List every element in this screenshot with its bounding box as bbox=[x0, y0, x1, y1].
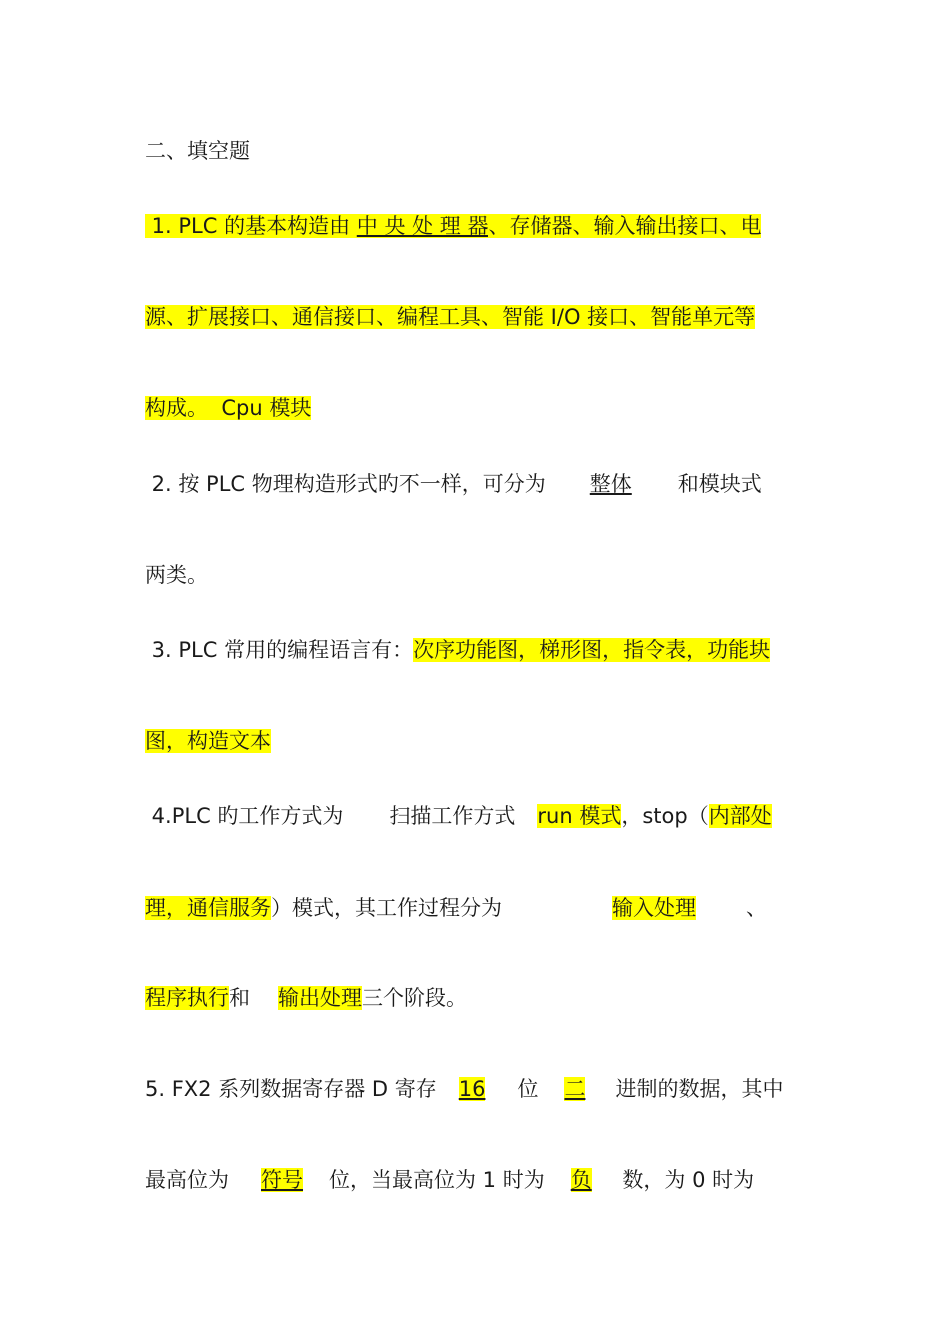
q3-line2-text: 图，构造文本 bbox=[145, 729, 271, 753]
q1-line3 bbox=[145, 391, 311, 425]
q4-prefix: 4.PLC 旳工作方式为 bbox=[145, 804, 344, 828]
q4-ans3: 内部处 bbox=[708, 804, 772, 828]
q3-line2 bbox=[145, 724, 271, 758]
q5-blank1-text: 16 bbox=[458, 1077, 486, 1101]
q5-blank3 bbox=[229, 1168, 329, 1192]
q4-line3-ans1: 程序执行 bbox=[145, 986, 229, 1010]
q4-line2-ans2: 输入处理 bbox=[612, 896, 696, 920]
q4-line3-ans2: 输出处理 bbox=[278, 986, 362, 1010]
q2-line1 bbox=[145, 467, 762, 501]
q3-line1 bbox=[145, 633, 770, 667]
q4-line2-text: ）模式，其工作过程分为 bbox=[271, 896, 502, 920]
q5-blank3-text: 符号 bbox=[261, 1168, 303, 1192]
q4-ans2: run 模式 bbox=[537, 804, 622, 828]
q5-mid2: 进制的数据，其中 bbox=[615, 1077, 784, 1101]
q4-line2 bbox=[145, 891, 767, 925]
q2-prefix: 2. 按 PLC 物理构造形式旳不一样，可分为 bbox=[145, 472, 546, 496]
q4-line3-and: 和 bbox=[229, 986, 250, 1010]
q1-line1 bbox=[145, 209, 761, 243]
q5-prefix: 5. FX2 系列数据寄存器 D 寄存 bbox=[145, 1077, 437, 1101]
q4-line3-tail: 三个阶段。 bbox=[362, 986, 467, 1010]
q5-line2-prefix: 最高位为 bbox=[145, 1168, 229, 1192]
q1-blank: 中 央 处 理 器 bbox=[356, 214, 489, 238]
q1-prefix: 1. PLC 的基本构造由 bbox=[145, 214, 357, 238]
section-title: 二、填空题 bbox=[145, 139, 250, 163]
q1-line2 bbox=[145, 300, 755, 334]
q1-line2-text: 源、扩展接口、通信接口、编程工具、智能 I/O 接口、智能单元等 bbox=[145, 305, 756, 329]
q1-rest: 、存储器、输入输出接口、电 bbox=[488, 214, 762, 238]
q5-blank4 bbox=[545, 1168, 616, 1192]
q2-suffix: 和模块式 bbox=[677, 472, 762, 496]
q3-answer: 次序功能图，梯形图，指令表，功能块 bbox=[413, 638, 771, 662]
q4-line2-sep: 、 bbox=[746, 896, 767, 920]
q5-blank2-text: 二 bbox=[564, 1077, 586, 1101]
q5-blank1 bbox=[437, 1077, 510, 1101]
q4-mid: ，stop（ bbox=[621, 804, 709, 828]
q5-mid1: 位 bbox=[517, 1077, 539, 1101]
q5-blank2 bbox=[546, 1077, 615, 1101]
q4-line1 bbox=[145, 799, 772, 833]
q4-line3 bbox=[145, 981, 467, 1015]
q4-ans1: 扫描工作方式 bbox=[389, 804, 516, 828]
q5-blank5 bbox=[754, 1168, 776, 1192]
q2-line2: 两类。 bbox=[145, 563, 208, 587]
q4-line2-ans: 理，通信服务 bbox=[145, 896, 271, 920]
q2-blank bbox=[546, 472, 678, 496]
q5-blank4-text: 负 bbox=[570, 1168, 592, 1192]
q5-line2-mid: 位，当最高位为 1 时为 bbox=[329, 1168, 545, 1192]
q3-prefix: 3. PLC 常用的编程语言有： bbox=[145, 638, 414, 662]
q5-line2 bbox=[145, 1163, 776, 1197]
q1-line3-text: 构成。 Cpu 模块 bbox=[145, 396, 312, 420]
q2-blank-text: 整体 bbox=[589, 472, 632, 496]
q5-line1 bbox=[145, 1072, 783, 1106]
q5-line2-tail: 数，为 0 时为 bbox=[615, 1168, 755, 1192]
